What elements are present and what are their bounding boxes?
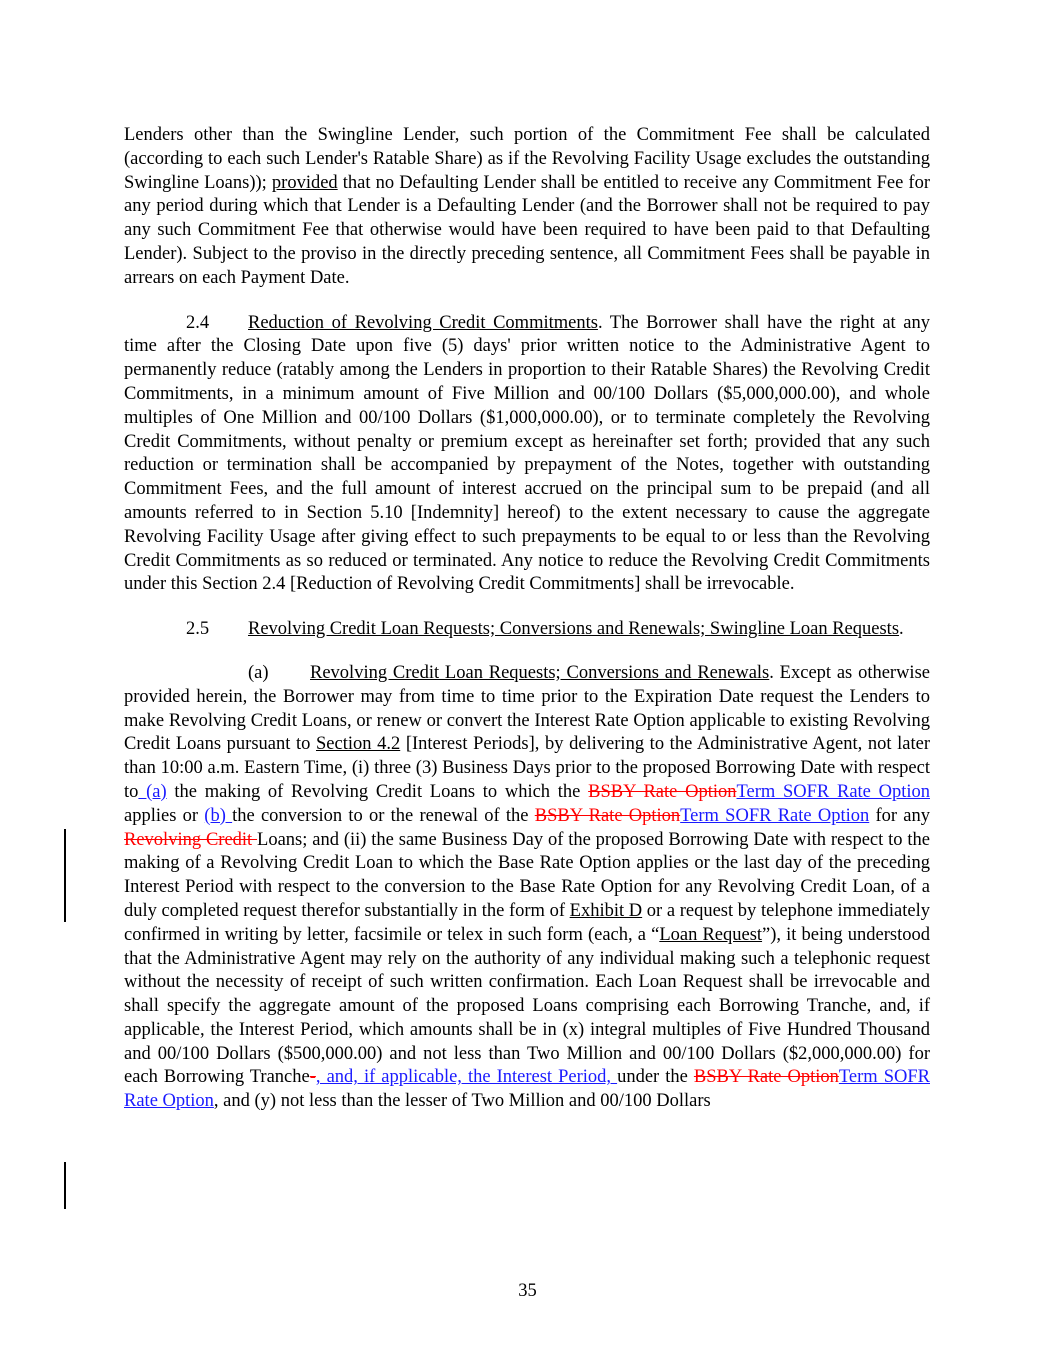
section-period: . — [899, 619, 904, 640]
inserted-text: Term SOFR Rate Option — [124, 1067, 930, 1112]
exhibit-reference: Exhibit D — [569, 900, 643, 921]
continuation-paragraph — [124, 124, 930, 291]
subsection-heading: Revolving Credit Loan Requests; Conversions and Renewals — [310, 662, 770, 683]
section-body: . The Borrower shall have the right at any time after the Closing Date upon five (5) days' prior written notice to the Administrative Agent to permanently reduce (ratably among the Lenders in proportion to their Ratable Shares) the Revolving Credit Commitments, in a minimum amount of Five Million and 00/100 Dollars ($5,000,000.00), and whole multiples of One Million and 00/100 Dollars ($1,000,000.00), or to terminate completely the Revolving Credit Commitments, without penalty or premium except as hereinafter set forth; provided that any such reduction or termination shall be accompanied by prepayment of the Notes, together with outstanding Commitment Fees, and the full amount of interest accrued on the principal sum to be prepaid (and all amounts referred to in Section 5.10 [Indemnity] hereof) to the extent necessary to cause the aggregate Revolving Facility Usage after giving effect to such prepayments to be equal to or less than the Revolving Credit Commitments as so reduced or terminated. Any notice to reduce the Revolving Credit Commitments under this Section 2.4 [Reduction of Revolving Credit Commitments] shall be irrevocable. — [124, 312, 930, 595]
defined-term: Loan Request — [659, 924, 763, 945]
deleted-text: BSBY Rate Option — [693, 1067, 839, 1088]
text-run: , and (y) not less than the lesser of Two Million and 00/100 Dollars — [213, 1091, 711, 1112]
text-run: the making of Revolving Credit Loans to which the — [166, 781, 589, 802]
text-run: . Except as otherwise provided herein, the Borrower may from time to time prior to the Expiration Date request the Lenders to make Revolving Credit Loans, or renew or convert the Interest Rate Option applicable to existing Revolving Credit Loans pursuant to — [124, 662, 930, 755]
text-run: the conversion to or the renewal of the — [232, 805, 535, 826]
section-2-5-a-paragraph — [124, 662, 930, 1114]
section-2-5-paragraph — [124, 618, 930, 642]
section-number: 2.5 — [186, 619, 210, 640]
section-number: 2.4 — [186, 312, 210, 333]
inserted-text: , and, if applicable, the Interest Period, — [315, 1067, 618, 1088]
section-reference: Section 4.2 — [315, 734, 401, 755]
revision-change-bar — [64, 1162, 66, 1209]
text-run: Loans; and (ii) the same Business Day of the proposed Borrowing Date with respect to the making of a Revolving Credit Loan to which the Base Rate Option applies or the last day of the preceding Interest Period with respect to the conversion to the Base Rate Option for any Revolving Credit Loan, of a duly completed request therefor substantially in the form of — [124, 829, 930, 921]
text-run: [Interest Periods], by delivering to the Administrative Agent, not later than 10:00 a.m. Eastern Time, (i) three (3) Business Days prior to the proposed Borrowing Date with respect to — [124, 734, 930, 802]
text-run: Lenders other than the Swingline Lender, such portion of the Commitment Fee shall be calculated (according to each such Lender's Ratable Share) as if the Revolving Facility Usage excludes the outstanding Swingline Loans)); — [124, 125, 930, 193]
deleted-text: - — [309, 1067, 316, 1088]
inserted-text: Term SOFR Rate Option — [680, 805, 870, 826]
inserted-text: (b) — [204, 805, 233, 826]
deleted-text: Revolving Credit — [124, 829, 258, 850]
text-run: under the — [617, 1067, 694, 1088]
deleted-text: BSBY Rate Option — [588, 781, 737, 802]
text-run: ”), it being understood that the Administrative Agent may rely on the authority of any individual making such a telephonic request without the necessity of receipt of such written confirmation. Each Loan Request shall be irrevocable and shall specify the aggregate amount of the proposed Loans comprising each Borrowing Tranche, and, if applicable, the Interest Period, which amounts shall be in (x) integral multiples of Five Hundred Thousand and 00/100 Dollars ($500,000.00) and not less than Two Million and 00/100 Dollars ($2,000,000.00) for each Borrowing Tranche — [124, 924, 930, 1088]
section-heading: Reduction of Revolving Credit Commitments — [248, 312, 598, 333]
inserted-text: Term SOFR Rate Option — [736, 781, 930, 802]
page-number: 35 — [518, 1281, 537, 1301]
subsection-number: (a) — [248, 662, 269, 683]
revision-change-bar — [64, 829, 66, 922]
text-run: that no Defaulting Lender shall be entitled to receive any Commitment Fee for any period during which that Lender is a Defaulting Lender (and the Borrower shall not be required to pay any such Commitment Fee that otherwise would have been required to have been paid to that Defaulting Lender). Subject to the proviso in the directly preceding sentence, all Commitment Fees shall be payable in arrears on each Payment Date. — [124, 172, 930, 288]
section-heading: Revolving Credit Loan Requests; Conversions and Renewals; Swingline Loan Requests — [248, 619, 900, 640]
text-run: or a request by telephone immediately confirmed in writing by letter, facsimile or telex in such form (each, a “ — [124, 900, 930, 945]
provided-term: provided — [271, 172, 338, 193]
inserted-text: (a) — [138, 781, 167, 802]
text-run: for any — [869, 805, 930, 826]
text-run: applies or — [124, 805, 205, 826]
document-page — [124, 124, 930, 1114]
section-2-4-paragraph — [124, 312, 930, 598]
deleted-text: BSBY Rate Option — [534, 805, 681, 826]
